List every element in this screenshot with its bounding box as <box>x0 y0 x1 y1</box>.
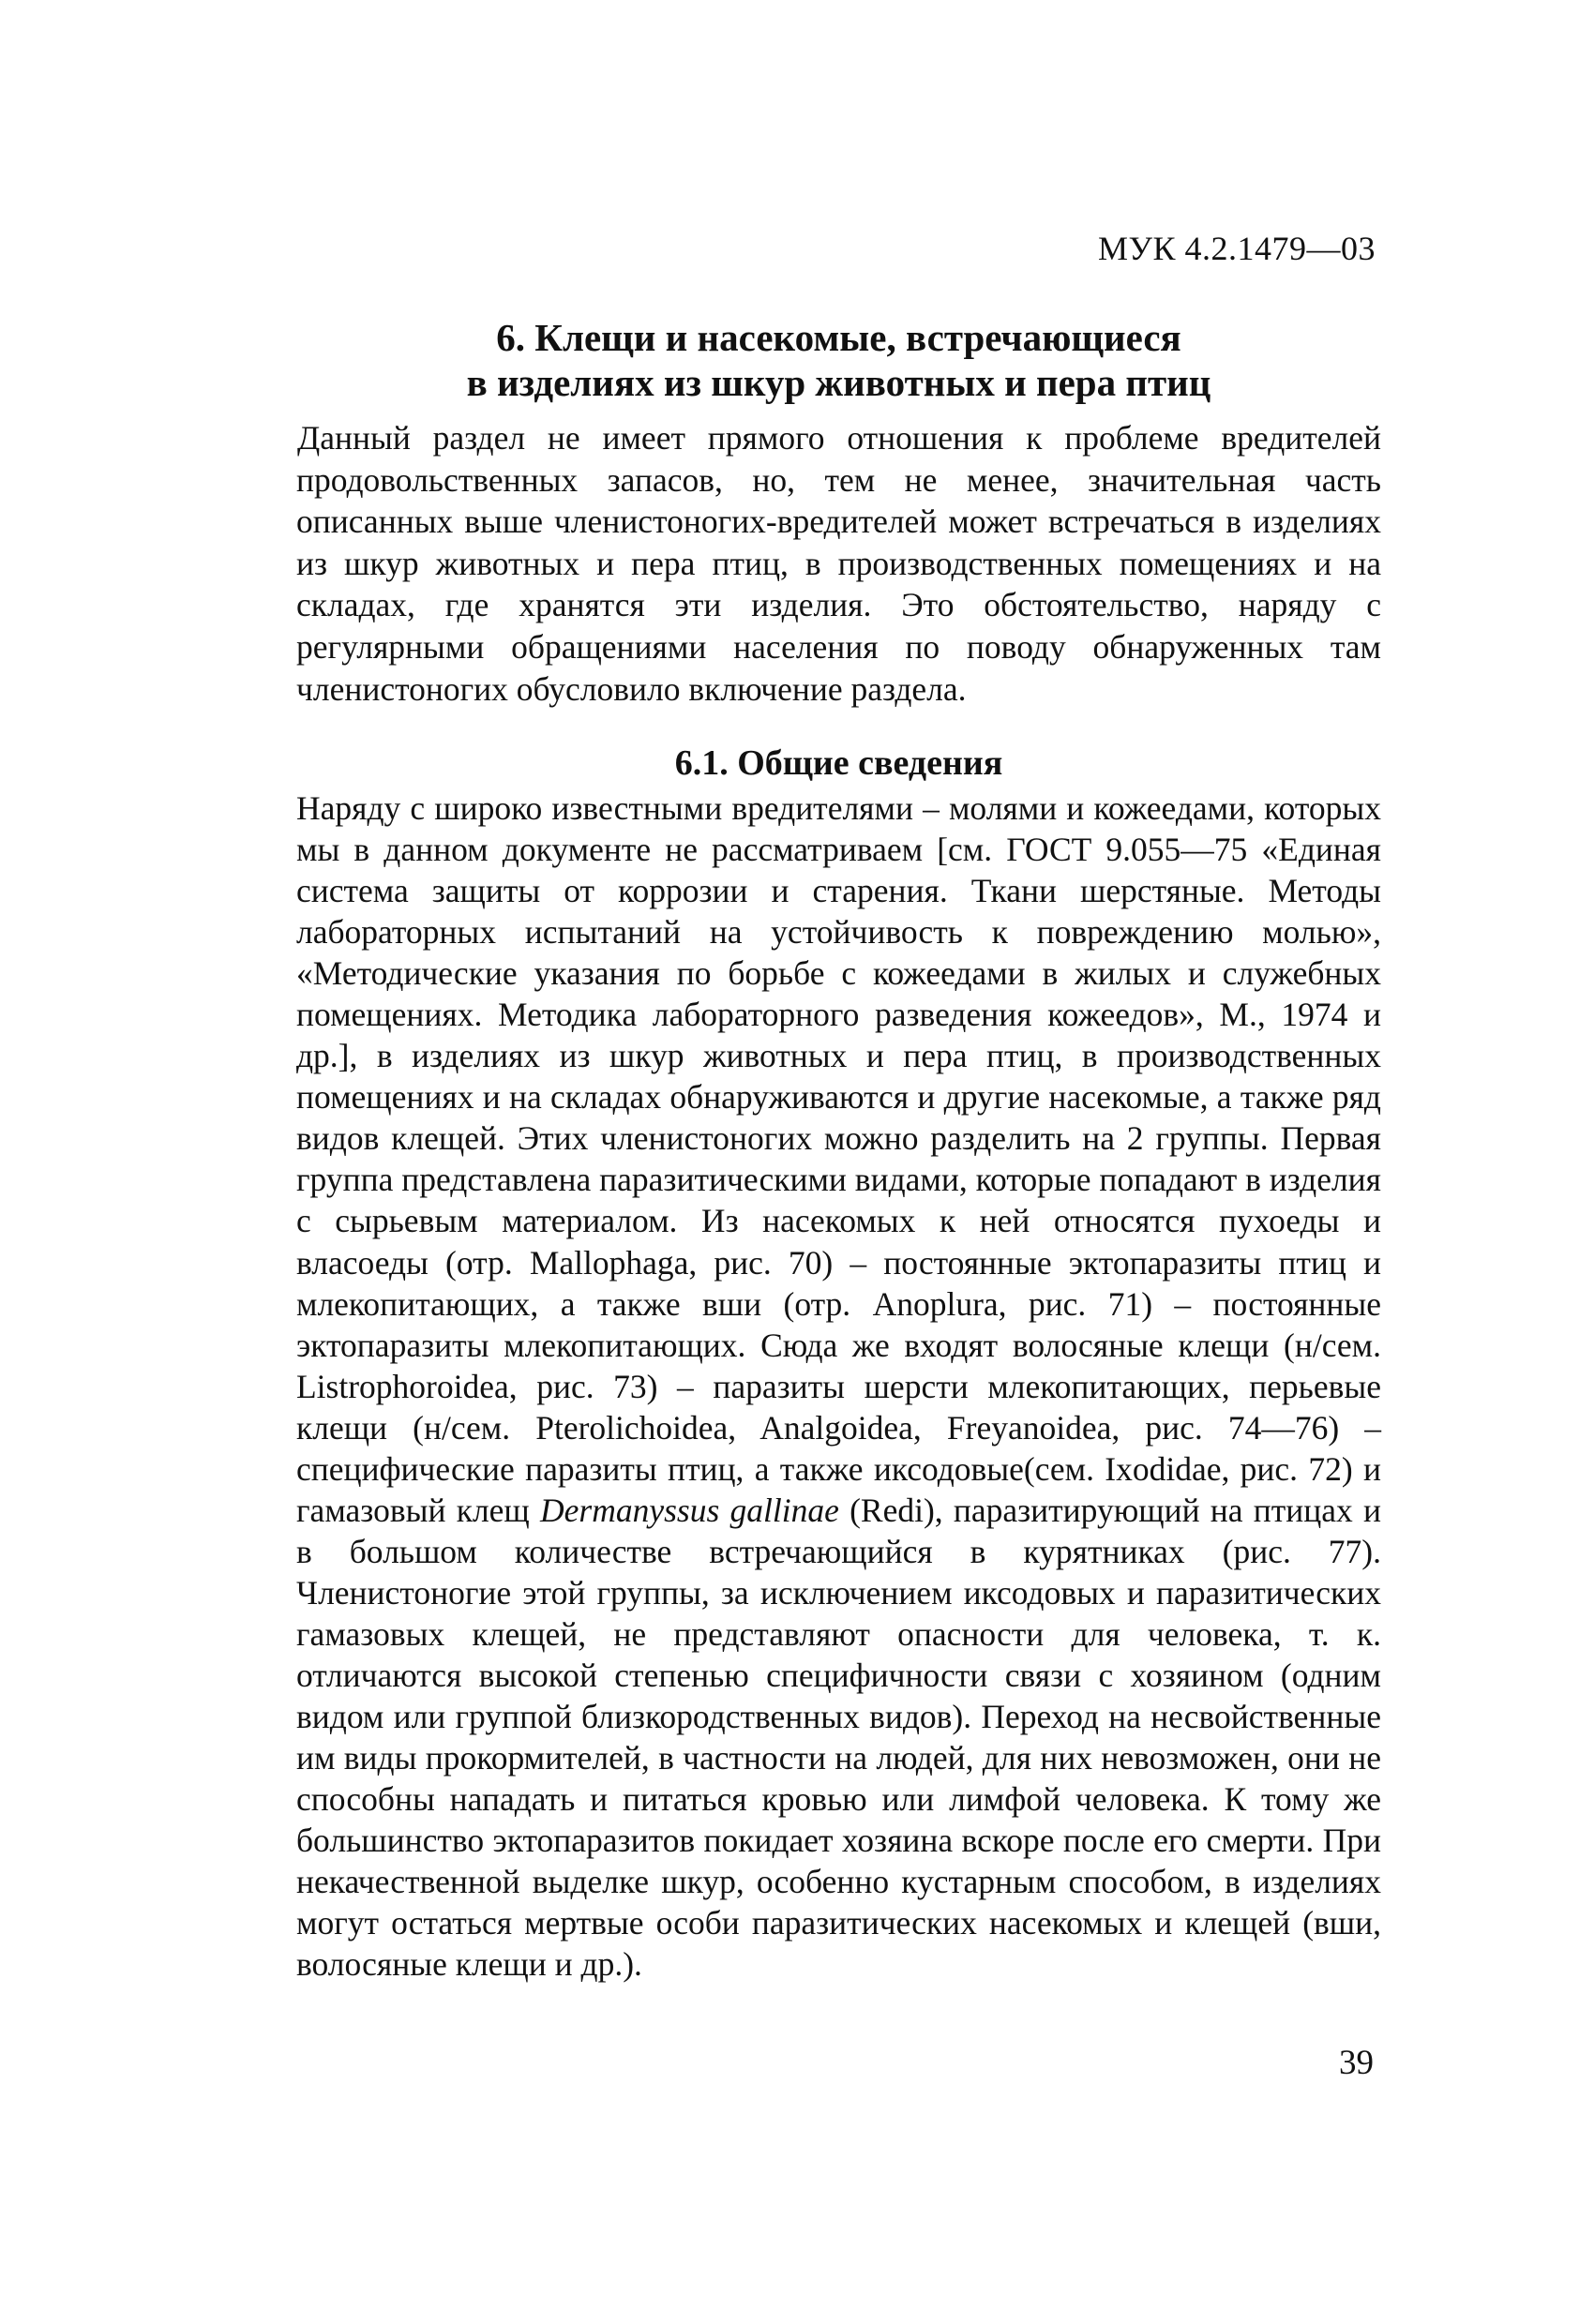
section-title-line-1: 6. Клещи и насекомые, встречающиеся <box>496 316 1181 359</box>
intro-block <box>296 417 1381 710</box>
species-name: Dermanyssus gallinae <box>540 1491 839 1529</box>
section-heading <box>296 315 1381 405</box>
document-code: МУК 4.2.1479—03 <box>1097 230 1376 267</box>
section-title-line-2: в изделиях из шкур животных и пера птиц <box>466 361 1211 404</box>
intro-paragraph <box>296 417 1381 710</box>
subsection-title: 6.1. Общие сведения <box>674 743 1003 783</box>
general-info-text-part-2: (Redi), паразитирующий на птицах и в большом количестве встречающийся в курятниках (рис. 77). Членистоногие этой группы, за исключением иксодовых и паразитических гамазовых клещей, не представляют опасности для человека, т. к. отличаются высокой степенью специфичности связи с хозяином (одним видом или группой близкородственных видов). Переход на несвойственные им виды прокормителей, в частности на людей, для них невозможен, они не способны нападать и питаться кровью или лимфой человека. К тому же большинство эктопаразитов покидает хозяина вскоре после его смерти. При некачественной выделке шкур, особенно кустарным способом, в изделиях могут остаться мертвые особи паразитических насекомых и клещей (вши, волосяные клещи и др.). <box>296 1491 1382 1984</box>
page-number: 39 <box>1339 2044 1374 2082</box>
general-info-block <box>296 787 1381 1985</box>
subsection-heading <box>296 741 1381 786</box>
general-info-paragraph <box>296 787 1381 1985</box>
intro-paragraph-text: Данный раздел не имеет прямого отношения к проблеме вредителей продовольственных запасов, но, тем не менее, значительная часть описанных выше членистоногих-вредителей может встречаться в изделиях из шкур животных и пера птиц, в производственных помещениях и на складах, где хранятся эти изделия. Это обстоятельство, наряду с регулярными обращениями населения по поводу обнаруженных там членистоногих обусловило включение раздела. <box>296 419 1381 708</box>
general-info-text-part-1: Наряду с широко известными вредителями – молями и кожеедами, которых мы в данном документе не рассматриваем [см. ГОСТ 9.055—75 «Единая система защиты от коррозии и старения. Ткани шерстяные. Методы лабораторных испытаний на устойчивость к повреждению молью», «Методические указания по борьбе с кожеедами в жилых и служебных помещениях. Методика лабораторного разведения кожеедов», М., 1974 и др.], в изделиях из шкур животных и пера птиц, в производственных помещениях и на складах обнаруживаются и другие насекомые, а также ряд видов клещей. Этих членистоногих можно разделить на 2 группы. Первая группа представлена паразитическими видами, которые попадают в изделия с сырьевым материалом. Из насекомых к ней относятся пухоеды и власоеды (отр. Mallophaga, рис. 70) – постоянные эктопаразиты птиц и млекопитающих, а также вши (отр. Anoplura, рис. 71) – постоянные эктопаразиты млекопитающих. Сюда же входят волосяные клещи (н/сем. Listrophoroidea, рис. 73) – паразиты шерсти млекопитающих, перьевые клещи (н/сем. Pterolichoidea, Analgoidea, Freyanoidea, рис. 74—76) – специфические паразиты птиц, а также иксодовые(сем. Ixodidae, рис. 72) и гамазовый клещ <box>296 789 1381 1529</box>
